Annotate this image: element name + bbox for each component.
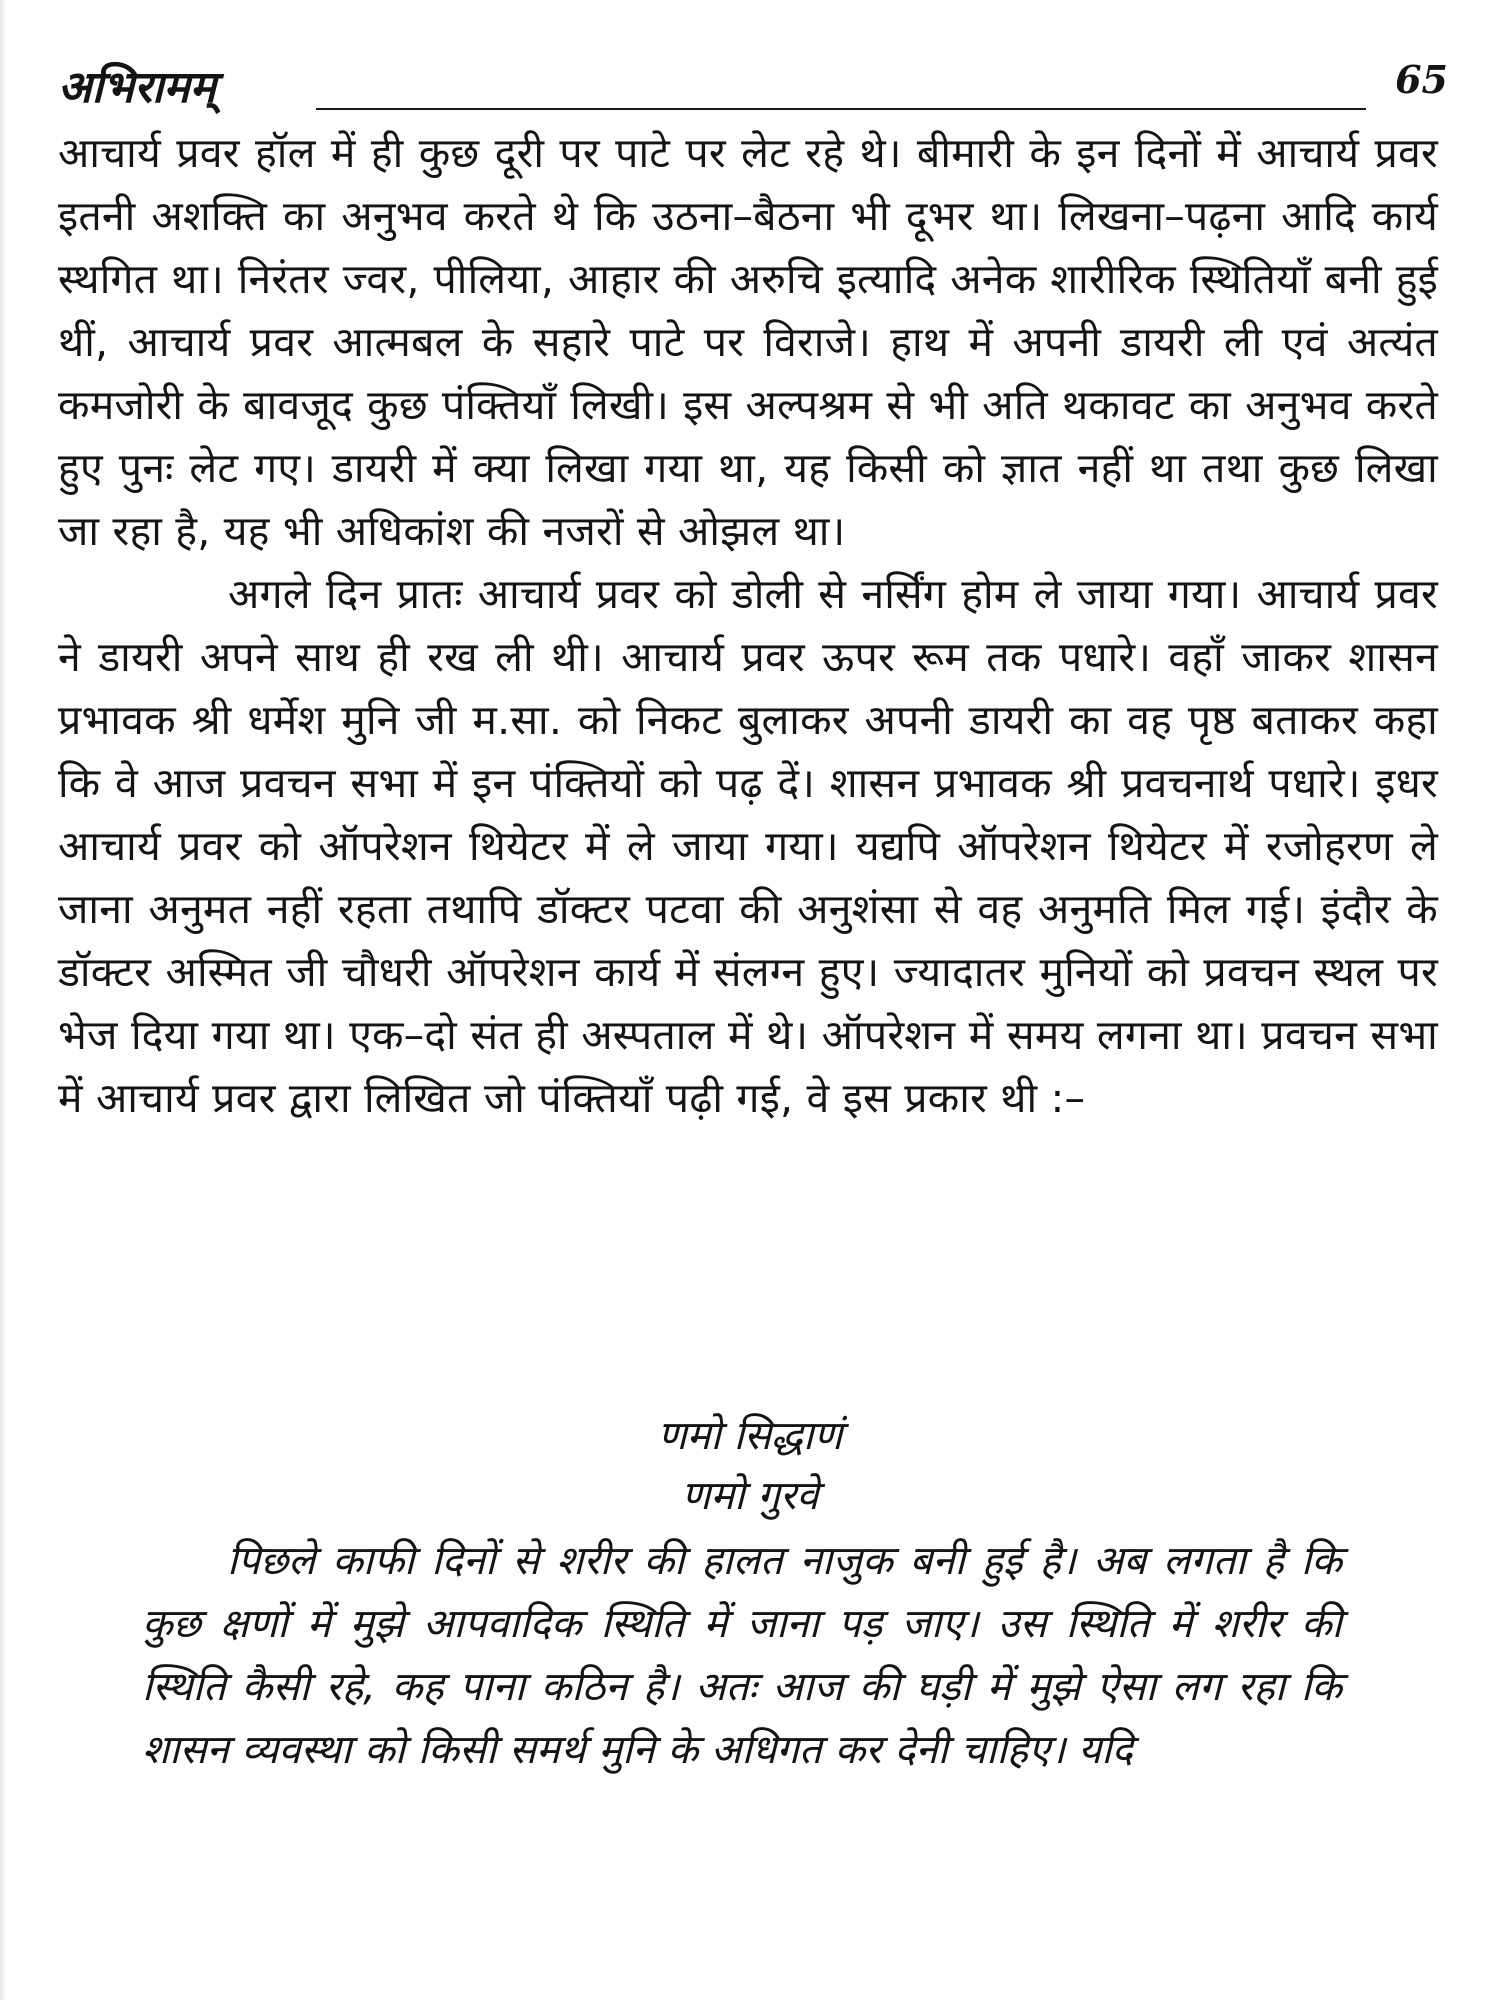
invocation-line-1: णमो सिद्धाणं (657, 1413, 843, 1459)
quoted-note (142, 1530, 1342, 1782)
paragraph-1: आचार्य प्रवर हॉल में ही कुछ दूरी पर पाटे पर लेट रहे थे। बीमारी के इन दिनों में आचार्य प्रवर इतनी अशक्ति का अनुभव करते थे कि उठना–बैठना भी दूभर था। लिखना–पढ़ना आदि कार्य स्थगित था। निरंतर ज्वर, पीलिया, आहार की अरुचि इत्यादि अनेक शारीरिक स्थितियाँ बनी हुई थीं, आचार्य प्रवर आत्मबल के सहारे पाटे पर विराजे। हाथ में अपनी डायरी ली एवं अत्यंत कमजोरी के बावजूद कुछ पंक्तियाँ लिखी। इस अल्पश्रम से भी अति थकावट का अनुभव करते हुए पुनः लेट गए। डायरी में क्या लिखा गया था, यह किसी को ज्ञात नहीं था तथा कुछ लिखा जा रहा है, यह भी अधिकांश की नजरों से ओझल था। (58, 129, 1438, 555)
paragraph-2: अगले दिन प्रातः आचार्य प्रवर को डोली से नर्सिंग होम ले जाया गया। आचार्य प्रवर ने डायरी अपने साथ ही रख ली थी। आचार्य प्रवर ऊपर रूम तक पधारे। वहाँ जाकर शासन प्रभावक श्री धर्मेश मुनि जी म.सा. को निकट बुलाकर अपनी डायरी का वह पृष्ठ बताकर कहा कि वे आज प्रवचन सभा में इन पंक्तियों को पढ़ दें। शासन प्रभावक श्री प्रवचनार्थ पधारे। इधर आचार्य प्रवर को ऑपरेशन थियेटर में ले जाया गया। यद्यपि ऑपरेशन थियेटर में रजोहरण ले जाना अनुमत नहीं रहता तथापि डॉक्टर पटवा की अनुशंसा से वह अनुमति मिल गई। इंदौर के डॉक्टर अस्मित जी चौधरी ऑपरेशन कार्य में संलग्न हुए। ज्यादातर मुनियों को प्रवचन स्थल पर भेज दिया गया था। एक–दो संत ही अस्पताल में थे। ऑपरेशन में समय लगना था। प्रवचन सभा में आचार्य प्रवर द्वारा लिखित जो पंक्तियाँ पढ़ी गई, वे इस प्रकार थी :– (58, 570, 1438, 1122)
running-header (58, 50, 1448, 120)
invocation-line-2: णमो गुरवे (681, 1473, 819, 1519)
book-title: अभिरामम् (58, 62, 216, 113)
page-number: 65 (1395, 57, 1448, 102)
quoted-note-text: पिछले काफी दिनों से शरीर की हालत नाजुक बनी हुई है। अब लगता है कि कुछ क्षणों में मुझे आपवादिक स्थिति में जाना पड़ जाए। उस स्थिति में शरीर की स्थिति कैसी रहे, कह पाना कठिन है। अतः आज की घड़ी में मुझे ऐसा लग रहा कि शासन व्यवस्था को किसी समर्थ मुनि के अधिगत कर देनी चाहिए। यदि (142, 1538, 1342, 1773)
header-rule (316, 108, 1366, 110)
body-text (58, 122, 1438, 1130)
scan-edge-shadow (0, 0, 6, 2000)
